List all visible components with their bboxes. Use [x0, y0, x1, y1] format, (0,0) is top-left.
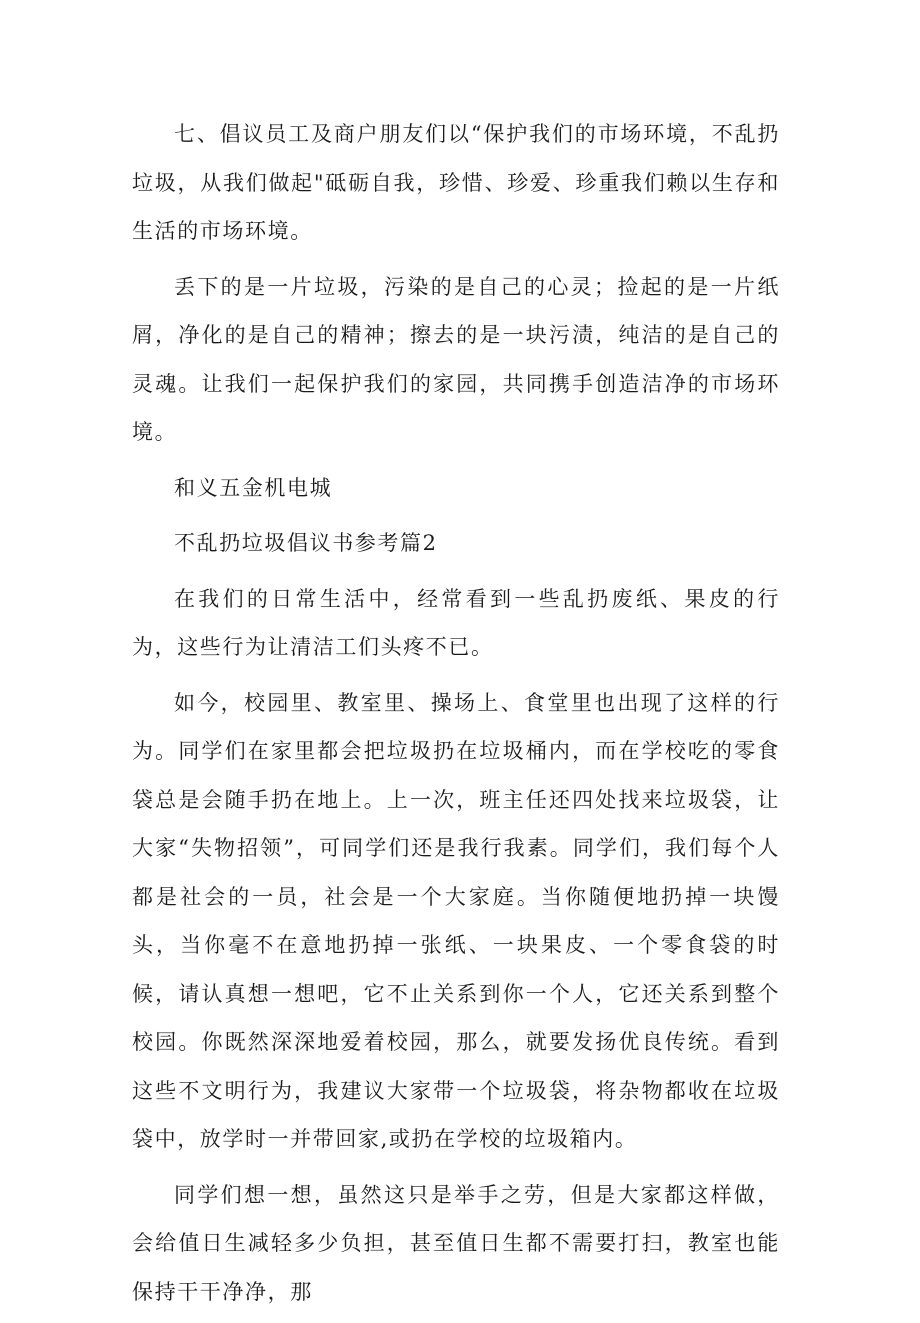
section-heading: 不乱扔垃圾倡议书参考篇2: [174, 531, 438, 555]
paragraph-daily-life: 在我们的日常生活中，经常看到一些乱扔废纸、果皮的行为，这些行为让清洁工们头疼不已。: [132, 586, 780, 659]
paragraph-initiative-seven: 七、倡议员工及商户朋友们以“保护我们的市场环境，不乱扔垃圾，从我们做起"砥砺自我，珍惜、珍爱、珍重我们赖以生存和生活的市场环境。: [132, 122, 780, 243]
paragraph-campus-behavior: 如今，校园里、教室里、操场上、食堂里也出现了这样的行为。同学们在家里都会把垃圾扔在垃圾桶内，而在学校吃的零食袋总是会随手扔在地上。上一次，班主任还四处找来垃圾袋，让大家“失物招领”，可同学们还是我行我素。同学们，我们每个人都是社会的一员，社会是一个大家庭。当你随便地扔掉一块馒头，当你毫不在意地扔掉一张纸、一块果皮、一个零食袋的时候，请认真想一想吧，它不止关系到你一个人，它还关系到整个校园。你既然深深地爱着校园，那么，就要发扬优良传统。看到这些不文明行为，我建议大家带一个垃圾袋，将杂物都收在垃圾袋中，放学时一并带回家,或扔在学校的垃圾箱内。: [132, 690, 780, 1151]
document-body: [132, 110, 780, 1323]
signature-organization: 和义五金机电城: [174, 475, 333, 500]
paragraph-garbage-reflection: 丢下的是一片垃圾，污染的是自己的心灵；捡起的是一片纸屑，净化的是自己的精神；擦去的是一块污渍，纯洁的是自己的灵魂。让我们一起保护我们的家园，共同携手创造洁净的市场环境。: [132, 274, 780, 444]
paragraph-classmates-think: 同学们想一想，虽然这只是举手之劳，但是大家都这样做，会给值日生减轻多少负担，甚至值日生都不需要打扫，教室也能保持干干净净，那: [132, 1182, 780, 1304]
